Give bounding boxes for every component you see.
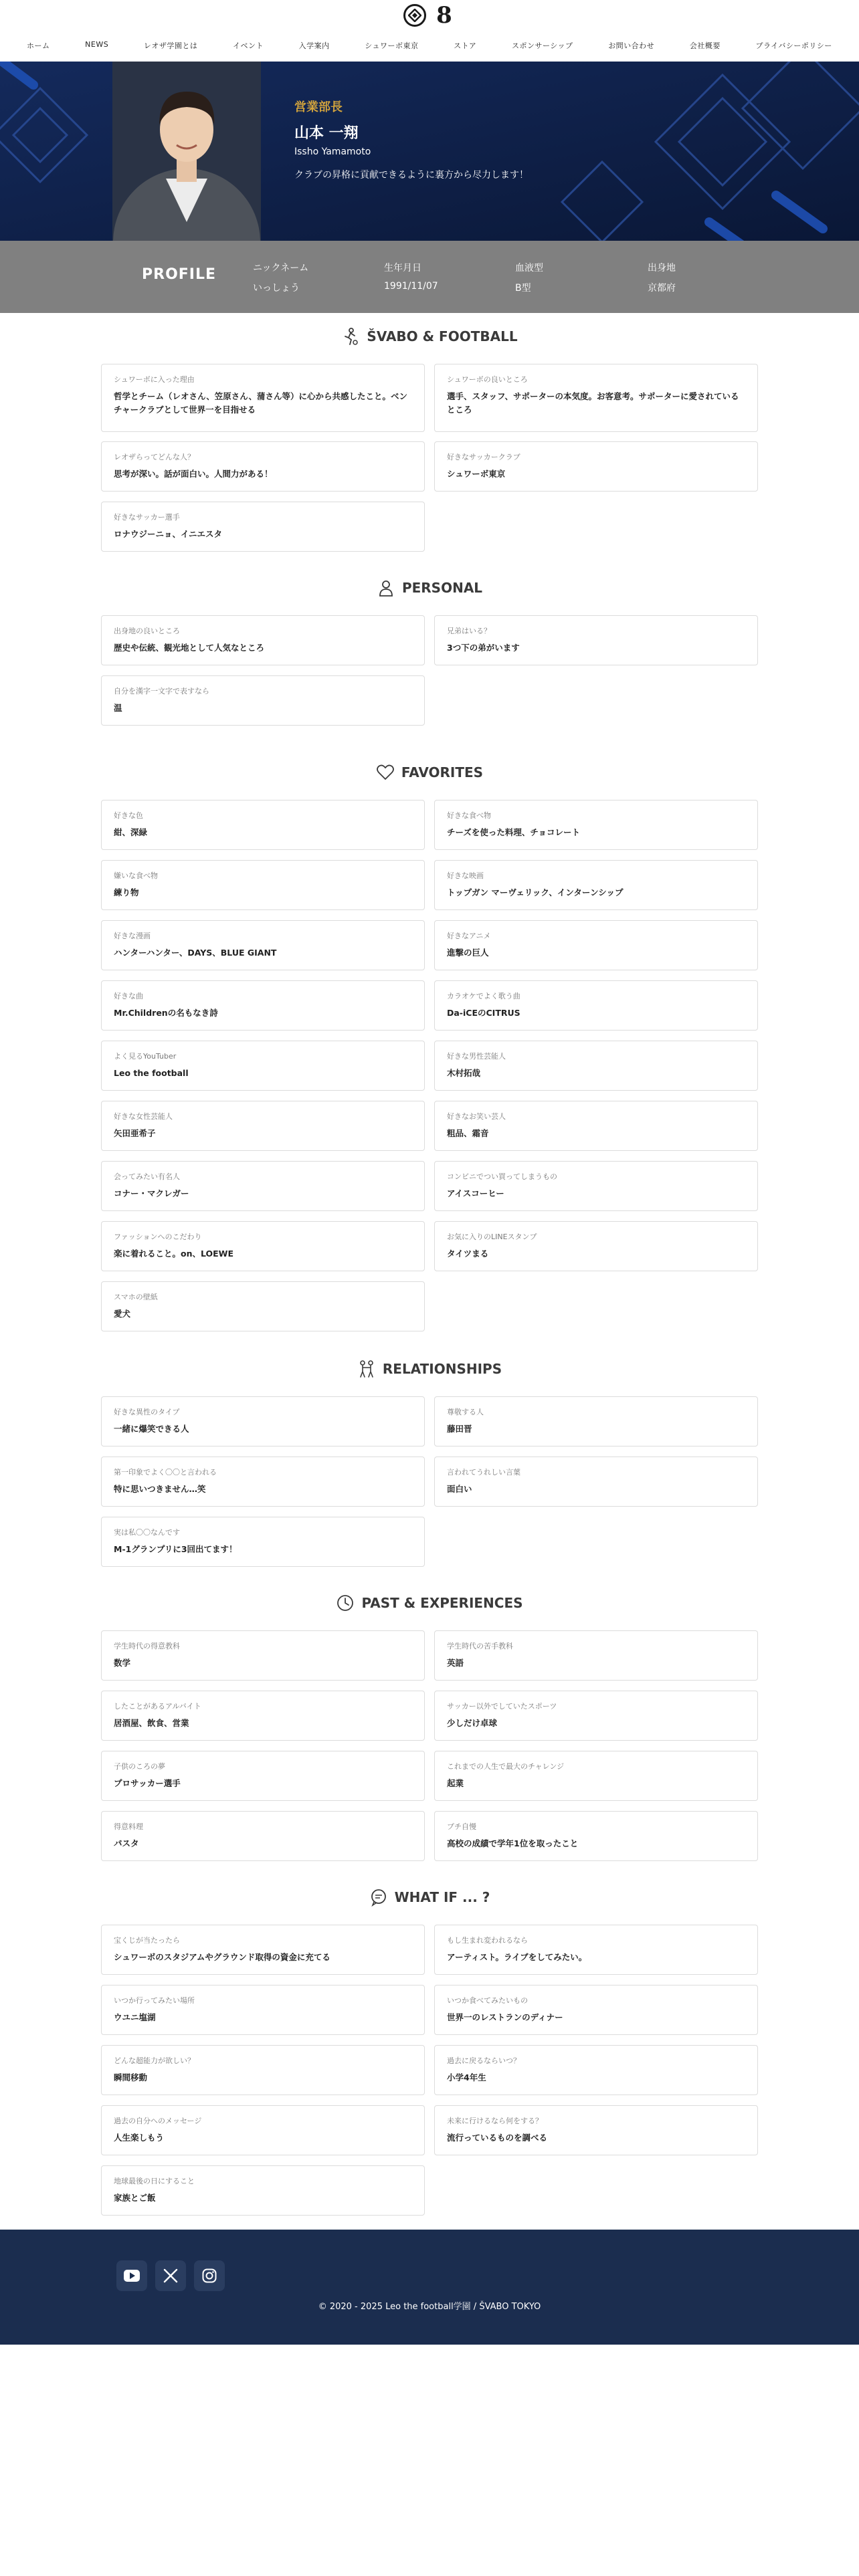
qa-answer: 高校の成績で学年1位を取ったこと xyxy=(447,1838,579,1848)
qa-question: 好きなサッカークラブ xyxy=(447,453,520,461)
profile-field-key: ニックネーム xyxy=(253,263,309,274)
heart-icon xyxy=(376,763,395,782)
youtube-icon[interactable] xyxy=(116,2260,147,2291)
qa-card xyxy=(101,1925,425,1975)
qa-card xyxy=(101,1457,425,1507)
qa-question: カラオケでよく歌う曲 xyxy=(447,992,520,1000)
qa-answer: 家族とご飯 xyxy=(114,2193,156,2203)
qa-answer: 温 xyxy=(114,703,122,713)
qa-answer: 藤田晋 xyxy=(447,1424,472,1434)
qa-card xyxy=(434,441,758,492)
qa-question: シュワーボに入った理由 xyxy=(114,375,195,384)
qa-card xyxy=(434,1691,758,1741)
qa-card xyxy=(434,1101,758,1151)
staff-name: 山本 一翔 xyxy=(294,125,359,142)
qa-question: もし生まれ変われるなら xyxy=(447,1936,528,1945)
profile-field-value: いっしょう xyxy=(253,283,300,294)
copyright: © 2020 - 2025 Leo the football学園 / ŠVABO TOKYO xyxy=(318,2302,541,2312)
qa-question: いつか食べてみたいもの xyxy=(447,1996,528,2005)
qa-card xyxy=(434,615,758,665)
qa-card xyxy=(101,1751,425,1801)
qa-card xyxy=(434,1221,758,1271)
qa-answer: 世界一のレストランのディナー xyxy=(447,2012,563,2022)
qa-question: 好きな漫画 xyxy=(114,932,151,940)
qa-question: どんな超能力が欲しい？ xyxy=(114,2056,195,2065)
qa-answer: タイツまる xyxy=(447,1249,489,1259)
section-title-text: PAST & EXPERIENCES xyxy=(361,1595,523,1611)
qa-answer: 面白い xyxy=(447,1484,472,1494)
section-past xyxy=(0,1593,859,1613)
qa-card xyxy=(101,2165,425,2216)
qa-answer: 一緒に爆笑できる人 xyxy=(114,1424,189,1434)
nav-events[interactable]: イベント xyxy=(232,41,264,50)
qa-answer: チーズを使った料理、チョコレート xyxy=(447,827,581,837)
section-title xyxy=(0,1887,859,1907)
qa-card xyxy=(434,1396,758,1446)
qa-card xyxy=(101,1221,425,1271)
qa-question: 好きな色 xyxy=(114,811,143,820)
chat-icon xyxy=(369,1888,388,1907)
qa-answer: アイスコーヒー xyxy=(447,1188,504,1198)
football-player-icon xyxy=(341,327,360,346)
social-links xyxy=(116,2260,225,2291)
staff-message: クラブの昇格に貢献できるように裏方から尽力します！ xyxy=(294,170,529,181)
qa-answer: Da-iCEのCITRUS xyxy=(447,1008,520,1018)
section-title-text: FAVORITES xyxy=(401,764,484,780)
qa-answer: 流行っているものを調べる xyxy=(447,2133,548,2143)
qa-question: 言われてうれしい言葉 xyxy=(447,1468,520,1477)
logo-mark: 8 xyxy=(436,2,452,29)
qa-question: サッカー以外でしていたスポーツ xyxy=(447,1702,557,1711)
qa-card xyxy=(101,1811,425,1861)
qa-card xyxy=(434,2105,758,2155)
section-football xyxy=(0,326,859,346)
section-relationships xyxy=(0,1359,859,1379)
qa-card xyxy=(101,502,425,552)
section-title xyxy=(0,1593,859,1613)
profile-birthday xyxy=(384,261,438,292)
qa-answer: 瞬間移動 xyxy=(114,2072,148,2082)
main-nav xyxy=(0,40,859,51)
qa-question: いつか行ってみたい場所 xyxy=(114,1996,195,2005)
crest-icon xyxy=(403,4,426,27)
qa-card xyxy=(101,1101,425,1151)
nav-svabo[interactable]: シュワーボ東京 xyxy=(365,41,419,50)
qa-card xyxy=(434,920,758,970)
qa-question: 兄弟はいる？ xyxy=(447,627,491,635)
qa-question: 出身地の良いところ xyxy=(114,627,180,635)
section-title-text: WHAT IF ... ? xyxy=(394,1889,490,1905)
qa-answer: シュワーボのスタジアムやグラウンド取得の資金に充てる xyxy=(114,1952,330,1962)
qa-card xyxy=(434,1925,758,1975)
profile-field-key: 生年月日 xyxy=(384,263,421,274)
qa-question: 好きなサッカー選手 xyxy=(114,513,180,522)
profile-field-key: 血液型 xyxy=(515,263,543,274)
profile-nickname xyxy=(253,261,308,294)
qa-answer: 数学 xyxy=(114,1658,131,1668)
qa-question: 自分を漢字一文字で表すなら xyxy=(114,687,209,695)
nav-company[interactable]: 会社概要 xyxy=(689,41,721,50)
profile-field-key: 出身地 xyxy=(648,263,676,274)
nav-about[interactable]: レオザ学園とは xyxy=(143,41,198,50)
section-title-text: ŠVABO & FOOTBALL xyxy=(367,328,518,344)
profile-blood-type xyxy=(515,261,543,294)
site-footer xyxy=(0,2230,859,2345)
qa-answer: 特に思いつきません…笑 xyxy=(114,1484,206,1494)
qa-card xyxy=(434,1630,758,1681)
x-icon[interactable] xyxy=(155,2260,186,2291)
clock-icon xyxy=(336,1594,355,1612)
section-personal xyxy=(0,578,859,598)
qa-answer: 起業 xyxy=(447,1778,464,1788)
qa-card xyxy=(434,1161,758,1211)
qa-question: 好きな異性のタイプ xyxy=(114,1408,180,1416)
qa-card xyxy=(101,1281,425,1331)
qa-card xyxy=(101,615,425,665)
qa-answer: 哲学とチーム（レオさん、笠原さん、蒲さん等）に心から共感したこと。ベンチャークラブとして世界一を目指せる xyxy=(114,391,408,415)
section-title xyxy=(0,1359,859,1379)
qa-card xyxy=(101,1517,425,1567)
qa-card xyxy=(434,800,758,850)
qa-answer: 人生楽しもう xyxy=(114,2133,165,2143)
qa-question: レオザらってどんな人？ xyxy=(114,453,195,461)
qa-question: スマホの壁紙 xyxy=(114,1293,158,1301)
qa-card xyxy=(434,860,758,910)
nav-news[interactable]: NEWS xyxy=(85,40,109,49)
qa-question: プチ自慢 xyxy=(447,1822,476,1831)
qa-answer: Leo the football xyxy=(114,1068,189,1078)
qa-answer: パスタ xyxy=(114,1838,139,1848)
qa-card xyxy=(101,1985,425,2035)
qa-answer: M-1グランプリに3回出てます！ xyxy=(114,1544,237,1554)
qa-question: 嫌いな食べ物 xyxy=(114,871,158,880)
qa-question: 学生時代の苦手教科 xyxy=(447,1642,513,1650)
qa-question: 子供のころの夢 xyxy=(114,1762,165,1771)
section-favorites xyxy=(0,762,859,782)
qa-card xyxy=(434,1985,758,2035)
section-title-text: RELATIONSHIPS xyxy=(382,1361,502,1377)
people-icon xyxy=(357,1360,376,1378)
qa-card xyxy=(101,1691,425,1741)
qa-answer: ロナウジーニョ、イニエスタ xyxy=(114,529,223,539)
qa-question: 好きな曲 xyxy=(114,992,143,1000)
qa-answer: アーティスト。ライブをしてみたい。 xyxy=(447,1952,587,1962)
qa-answer: ウユニ塩湖 xyxy=(114,2012,156,2022)
qa-card xyxy=(101,1161,425,1211)
section-title xyxy=(0,762,859,782)
qa-answer: 楽に着れること。on、LOEWE xyxy=(114,1249,233,1259)
qa-card xyxy=(101,1041,425,1091)
qa-card xyxy=(101,2045,425,2095)
qa-answer: 矢田亜希子 xyxy=(114,1128,156,1138)
qa-answer: 3つ下の弟がいます xyxy=(447,643,520,653)
qa-card xyxy=(101,860,425,910)
qa-answer: 紺、深緑 xyxy=(114,827,148,837)
qa-answer: プロサッカー選手 xyxy=(114,1778,181,1788)
qa-question: コンビニでつい買ってしまうもの xyxy=(447,1172,557,1181)
profile-field-value: 1991/11/07 xyxy=(384,281,438,292)
qa-question: これまでの人生で最大のチャレンジ xyxy=(447,1762,565,1771)
qa-card xyxy=(434,364,758,432)
qa-question: 宝くじが当たったら xyxy=(114,1936,180,1945)
instagram-icon[interactable] xyxy=(194,2260,225,2291)
qa-answer: Mr.Childrenの名もなき詩 xyxy=(114,1008,218,1018)
qa-question: 得意料理 xyxy=(114,1822,143,1831)
qa-card xyxy=(101,800,425,850)
section-title xyxy=(0,326,859,346)
qa-question: したことがあるアルバイト xyxy=(114,1702,201,1711)
qa-answer: 愛犬 xyxy=(114,1309,131,1319)
staff-name-roman: Issho Yamamoto xyxy=(294,146,371,157)
staff-portrait xyxy=(112,62,261,241)
qa-answer: 英語 xyxy=(447,1658,464,1668)
qa-answer: 木村拓哉 xyxy=(447,1068,481,1078)
qa-question: ファッションへのこだわり xyxy=(114,1232,202,1241)
qa-card xyxy=(101,675,425,726)
qa-question: 地球最後の日にすること xyxy=(114,2177,195,2185)
qa-question: 未来に行けるなら何をする？ xyxy=(447,2117,543,2125)
qa-question: 過去に戻るならいつ？ xyxy=(447,2056,520,2065)
person-icon xyxy=(377,578,395,597)
profile-label: PROFILE xyxy=(142,266,217,283)
qa-card xyxy=(434,1457,758,1507)
qa-answer: 粗品、霜音 xyxy=(447,1128,489,1138)
staff-role: 営業部長 xyxy=(294,100,343,114)
hero-banner xyxy=(0,62,859,241)
qa-card xyxy=(101,364,425,432)
section-title xyxy=(0,578,859,598)
nav-privacy[interactable]: プライバシーポリシー xyxy=(755,41,832,50)
qa-card xyxy=(101,2105,425,2155)
profile-bar xyxy=(0,241,859,313)
qa-answer: 歴史や伝統、観光地として人気なところ xyxy=(114,643,265,653)
site-header xyxy=(0,0,859,62)
qa-question: シュワーボの良いところ xyxy=(447,375,528,384)
qa-card xyxy=(101,441,425,492)
qa-answer: 居酒屋、飲食、営業 xyxy=(114,1718,189,1728)
section-whatif xyxy=(0,1887,859,1907)
qa-card xyxy=(101,1630,425,1681)
qa-answer: 思考が深い。話が面白い。人間力がある！ xyxy=(114,469,273,479)
qa-answer: シュワーボ東京 xyxy=(447,469,506,479)
qa-answer: 練り物 xyxy=(114,887,139,897)
qa-question: 好きな女性芸能人 xyxy=(114,1112,173,1121)
qa-card xyxy=(434,1811,758,1861)
qa-question: 好きな男性芸能人 xyxy=(447,1052,506,1061)
nav-home[interactable]: ホーム xyxy=(27,41,50,50)
qa-question: 好きな食べ物 xyxy=(447,811,491,820)
qa-answer: ハンターハンター、DAYS、BLUE GIANT xyxy=(114,948,277,958)
qa-answer: コナー・マクレガー xyxy=(114,1188,189,1198)
section-title-text: PERSONAL xyxy=(401,580,483,596)
nav-store[interactable]: ストア xyxy=(454,41,477,50)
qa-card xyxy=(101,920,425,970)
qa-question: 尊敬する人 xyxy=(447,1408,484,1416)
site-logo[interactable] xyxy=(403,4,456,27)
hero-text xyxy=(294,98,529,181)
qa-question: お気に入りのLINEスタンプ xyxy=(447,1232,537,1241)
qa-card xyxy=(101,980,425,1031)
nav-contact[interactable]: お問い合わせ xyxy=(608,41,655,50)
qa-answer: 少しだけ卓球 xyxy=(447,1718,498,1728)
qa-question: 学生時代の得意教科 xyxy=(114,1642,180,1650)
qa-question: 実は私〇〇なんです xyxy=(114,1528,180,1537)
qa-answer: 進撃の巨人 xyxy=(447,948,489,958)
qa-answer: トップガン マーヴェリック、インターンシップ xyxy=(447,887,624,897)
qa-answer: 小学4年生 xyxy=(447,2072,486,2082)
qa-question: 好きな映画 xyxy=(447,871,484,880)
qa-answer: 選手、スタッフ、サポーターの本気度。お客意考。サポーターに愛されているところ xyxy=(447,391,739,415)
profile-field-value: 京都府 xyxy=(648,283,676,294)
qa-question: 会ってみたい有名人 xyxy=(114,1172,180,1181)
qa-card xyxy=(434,1041,758,1091)
qa-card xyxy=(434,2045,758,2095)
qa-question: よく見るYouTuber xyxy=(114,1052,177,1061)
qa-card xyxy=(101,1396,425,1446)
nav-sponsorship[interactable]: スポンサーシップ xyxy=(511,41,573,50)
qa-card xyxy=(434,980,758,1031)
qa-question: 好きなアニメ xyxy=(447,932,491,940)
qa-question: 好きなお笑い芸人 xyxy=(447,1112,506,1121)
nav-admission[interactable]: 入学案内 xyxy=(298,41,330,50)
profile-field-value: B型 xyxy=(515,283,531,294)
qa-question: 過去の自分へのメッセージ xyxy=(114,2117,202,2125)
qa-question: 第一印象でよく〇〇と言われる xyxy=(114,1468,217,1477)
profile-hometown xyxy=(648,261,676,294)
qa-card xyxy=(434,1751,758,1801)
